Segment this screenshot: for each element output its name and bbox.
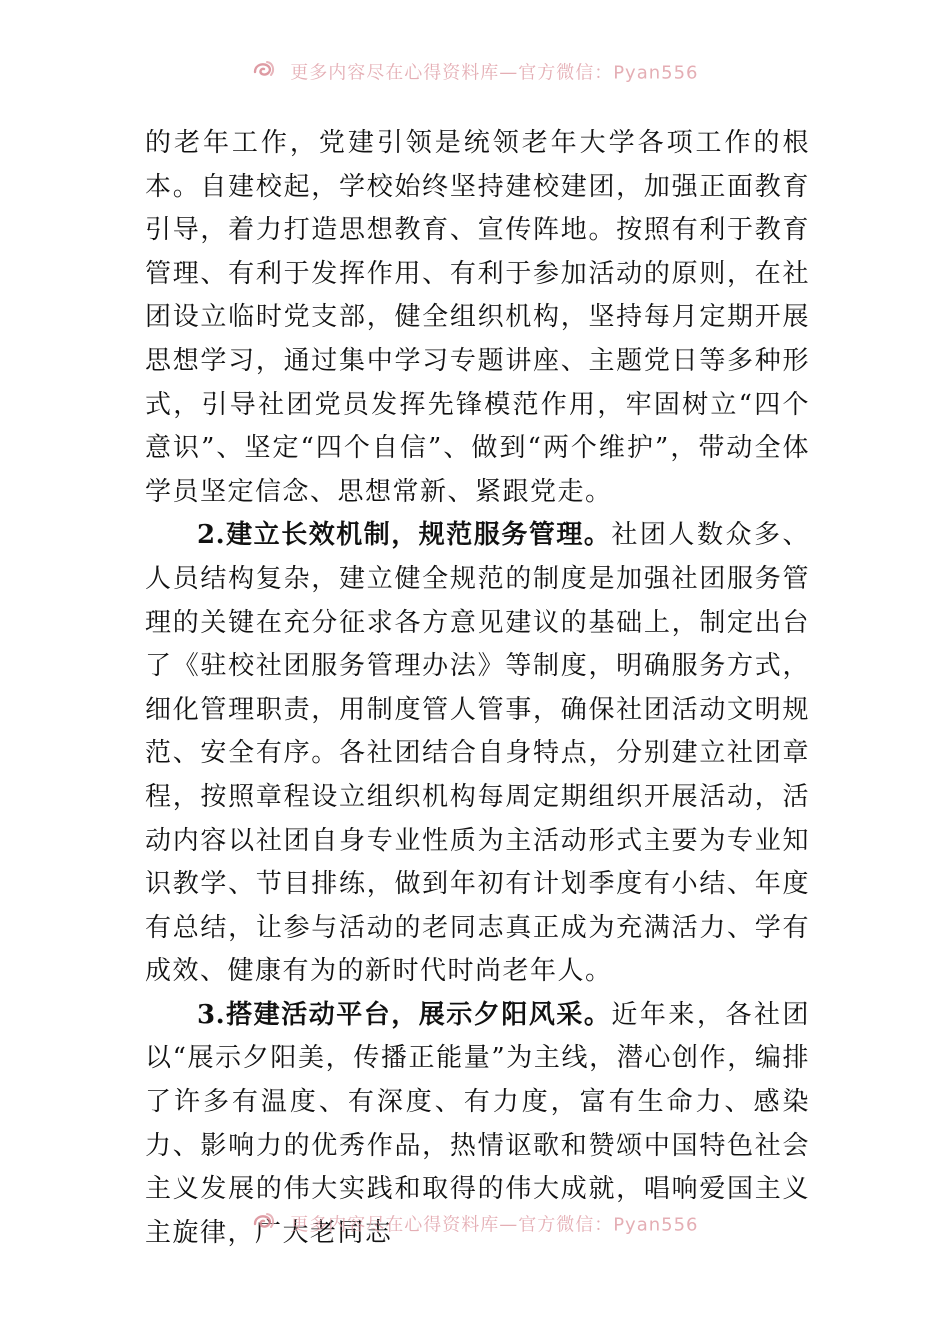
spiral-logo-icon [251,1210,277,1237]
section-2-heading: 2.建立长效机制，规范服务管理。 [197,520,612,551]
section-3-text: 近年来，各社团以“展示夕阳美，传播正能量”为主线，潜心创作，编排了许多有温度、有深度、有力度，富有生命力、感染力、影响力的优秀作品，热情讴歌和赞颂中国特色社会主义发展的伟大实践和取得的伟大成就，唱响爱国主义主旋律，广大老同志 [145,999,810,1248]
header-watermark [0,58,950,85]
footer-watermark [0,1210,950,1237]
paragraph-2 [145,514,810,994]
watermark-text: 更多内容尽在心得资料库—官方微信：Pyan556 [290,62,699,84]
document-body [145,122,810,1255]
paragraph-1: 的老年工作，党建引领是统领老年大学各项工作的根本。自建校起，学校始终坚持建校建团，加强正面教育引导，着力打造思想教育、宣传阵地。按照有利于教育管理、有利于发挥作用、有利于参加活动的原则，在社团设立临时党支部，健全组织机构，坚持每月定期开展思想学习，通过集中学习专题讲座、主题党日等多种形式，引导社团党员发挥先锋模范作用，牢固树立“四个意识”、坚定“四个自信”、做到“两个维护”，带动全体学员坚定信念、思想常新、紧跟党走。 [145,128,810,507]
section-3-heading: 3.搭建活动平台，展示夕阳风采。 [197,999,612,1030]
watermark-text: 更多内容尽在心得资料库—官方微信：Pyan556 [290,1214,699,1236]
spiral-logo-icon [251,58,277,85]
section-2-text: 社团人数众多、人员结构复杂，建立健全规范的制度是加强社团服务管理的关键在充分征求各方意见建议的基础上，制定出台了《驻校社团服务管理办法》等制度，明确服务方式，细化管理职责，用制度管人管事，确保社团活动文明规范、安全有序。各社团结合自身特点，分别建立社团章程，按照章程设立组织机构每周定期组织开展活动，活动内容以社团自身专业性质为主活动形式主要为专业知识教学、节目排练，做到年初有计划季度有小结、年度有总结，让参与活动的老同志真正成为充满活力、学有成效、健康有为的新时代时尚老年人。 [145,520,810,987]
